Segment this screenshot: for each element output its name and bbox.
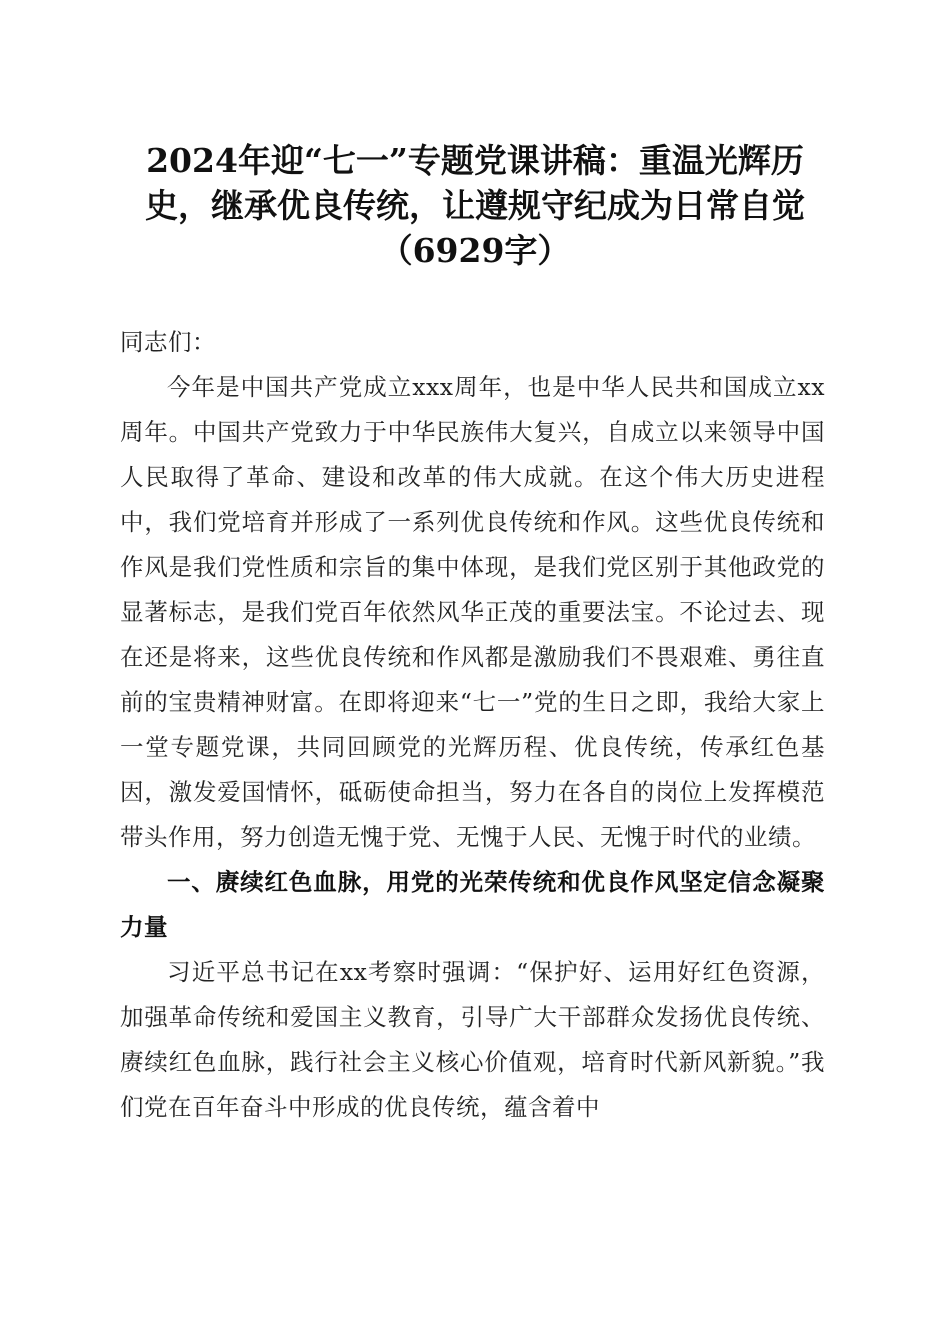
document-title: 2024年迎“七一”专题党课讲稿：重温光辉历史，继承优良传统，让遵规守纪成为日常自觉（6929字）	[145, 141, 805, 270]
document-body	[120, 320, 825, 1130]
paragraph: 今年是中国共产党成立xxx周年，也是中华人民共和国成立xx周年。中国共产党致力于中华民族伟大复兴，自成立以来领导中国人民取得了革命、建设和改革的伟大成就。在这个伟大历史进程中，我们党培育并形成了一系列优良传统和作风。这些优良传统和作风是我们党性质和宗旨的集中体现，是我们党区别于其他政党的显著标志，是我们党百年依然风华正茂的重要法宝。不论过去、现在还是将来，这些优良传统和作风都是激励我们不畏艰难、勇往直前的宝贵精神财富。在即将迎来“七一”党的生日之即，我给大家上一堂专题党课，共同回顾党的光辉历程、优良传统，传承红色基因，激发爱国情怀，砥砺使命担当，努力在各自的岗位上发挥模范带头作用，努力创造无愧于党、无愧于人民、无愧于时代的业绩。	[120, 373, 825, 851]
paragraph: 习近平总书记在xx考察时强调：“保护好、运用好红色资源，加强革命传统和爱国主义教育，引导广大干部群众发扬优良传统、赓续红色血脉，践行社会主义核心价值观，培育时代新风新貌。”我们党在百年奋斗中形成的优良传统，蕴含着中	[120, 958, 825, 1121]
section-heading: 一、赓续红色血脉，用党的光荣传统和优良作风坚定信念凝聚力量	[120, 868, 825, 941]
greeting: 同志们：	[120, 328, 216, 356]
